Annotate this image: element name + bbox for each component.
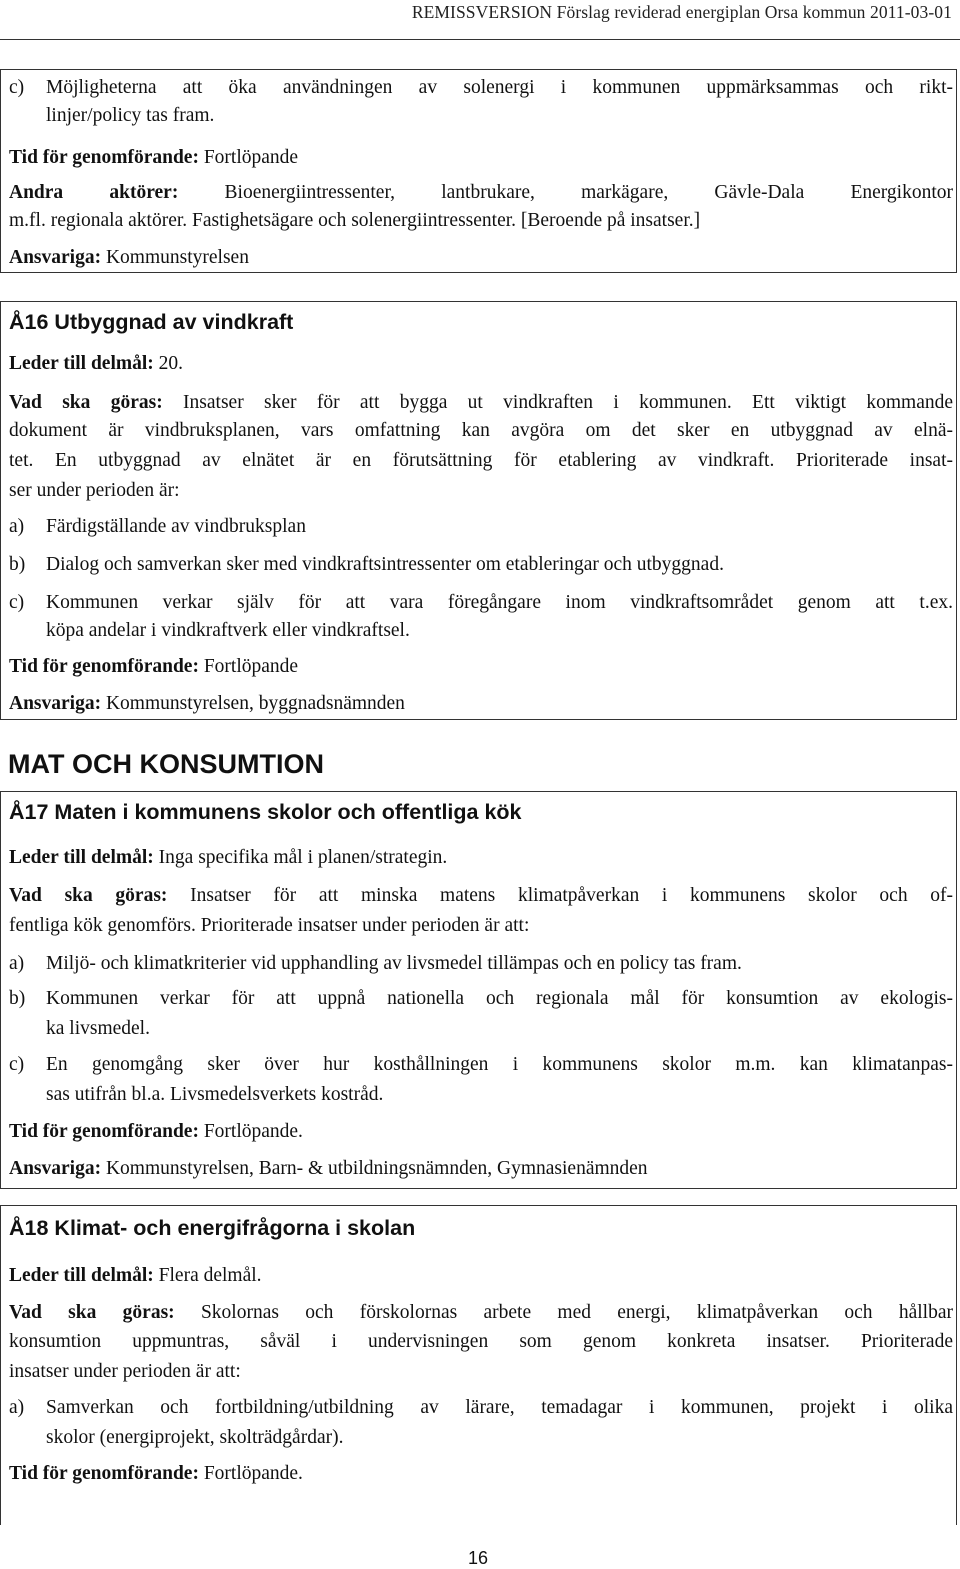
tid-label: Tid för genomförande: — [9, 1121, 199, 1142]
tid-label: Tid för genomförande: — [9, 656, 199, 677]
item-a-line1: Samverkan och fortbildning/utbildning av lärare, temadagar i kommunen, projekt i olika — [46, 1397, 953, 1418]
leder-label: Leder till delmål: — [9, 847, 154, 868]
vad-label: Vad ska göras: — [9, 392, 163, 413]
andra-line2: m.fl. regionala aktörer. Fastighetsägare och solenergiintressenter. [Beroende på insatser.] — [9, 210, 701, 231]
item-c-line1: Kommunen verkar själv för att vara föregångare inom vindkraftsområdet genom att t.ex. — [46, 592, 953, 613]
vad-line1: Insatser sker för att bygga ut vindkraften i kommunen. Ett viktigt kommande — [183, 392, 954, 413]
a16-title: Å16 Utbyggnad av vindkraft — [9, 310, 294, 334]
leder-row — [9, 846, 447, 870]
ansv-row — [9, 1157, 648, 1181]
ansv-value: Kommunstyrelsen, Barn- & utbildningsnämnden, Gymnasienämnden — [105, 1158, 648, 1179]
item-c-line2: köpa andelar i vindkraftverk eller vindkraftsel. — [46, 620, 410, 641]
vad-row — [9, 884, 953, 908]
leder-label: Leder till delmål: — [9, 353, 154, 374]
item-a-text: Miljö- och klimatkriterier vid upphandling av livsmedel tillämpas och en policy tas fram. — [46, 953, 742, 974]
andra-label: Andra aktörer: — [9, 182, 179, 203]
item-c-marker: c) — [9, 592, 25, 613]
leder-value: 20. — [158, 353, 184, 374]
vad-line2: fentliga kök genomförs. Prioriterade insatser under perioden är att: — [9, 915, 530, 936]
ansv-label: Ansvariga: — [9, 247, 102, 268]
item-b-line1: Kommunen verkar för att uppnå nationella och regionala mål för konsumtion av ekologis- — [46, 988, 953, 1009]
leder-row — [9, 352, 183, 376]
ansv-row — [9, 246, 249, 270]
a18-title: Å18 Klimat- och energifrågorna i skolan — [9, 1216, 416, 1240]
leder-value: Inga specifika mål i planen/strategin. — [158, 847, 448, 868]
andra-row — [9, 181, 953, 205]
box-a17 — [0, 791, 957, 1189]
ansv-row — [9, 692, 405, 716]
tid-label: Tid för genomförande: — [9, 147, 199, 168]
item-a-line2: skolor (energiprojekt, skolträdgårdar). — [46, 1427, 344, 1448]
item-c-line2: linjer/policy tas fram. — [46, 105, 215, 126]
leder-row — [9, 1264, 262, 1288]
box-a16 — [0, 301, 957, 720]
tid-value: Fortlöpande — [203, 656, 299, 677]
vad-row — [9, 391, 953, 415]
item-b-text: Dialog och samverkan sker med vindkraftsintressenter om etableringar och utbyggnad. — [46, 554, 724, 575]
box-a18 — [0, 1205, 957, 1525]
page-number: 16 — [468, 1548, 489, 1568]
ansv-value: Kommunstyrelsen — [105, 247, 249, 268]
andra-line1: Bioenergiintressenter, lantbrukare, markägare, Gävle-Dala Energikontor — [224, 182, 954, 203]
vad-label: Vad ska göras: — [9, 1302, 175, 1323]
a17-title: Å17 Maten i kommunens skolor och offentliga kök — [9, 800, 522, 824]
tid-value: Fortlöpande. — [203, 1121, 303, 1142]
leder-value: Flera delmål. — [158, 1265, 262, 1286]
vad-line2: dokument är vindbruksplanen, vars omfattning kan avgöra om det sker en utbyggnad av elnä- — [9, 420, 953, 441]
item-b-marker: b) — [9, 554, 26, 575]
item-c-line1: En genomgång sker över hur kosthållningen i kommunens skolor m.m. kan klimatanpas- — [46, 1054, 953, 1075]
item-marker: c) — [9, 77, 25, 98]
item-a-marker: a) — [9, 516, 25, 537]
tid-value: Fortlöpande — [203, 147, 299, 168]
tid-label: Tid för genomförande: — [9, 1463, 199, 1484]
vad-row — [9, 1301, 953, 1325]
item-c-line2: sas utifrån bl.a. Livsmedelsverkets kostråd. — [46, 1084, 384, 1105]
leder-label: Leder till delmål: — [9, 1265, 154, 1286]
ansv-label: Ansvariga: — [9, 693, 102, 714]
item-b-marker: b) — [9, 988, 26, 1009]
ansv-value: Kommunstyrelsen, byggnadsnämnden — [105, 693, 405, 714]
item-a-marker: a) — [9, 1397, 25, 1418]
box-solenergi-continued — [0, 69, 957, 273]
vad-line1: Insatser för att minska matens klimatpåverkan i kommunens skolor och of- — [190, 885, 954, 906]
tid-row — [9, 1462, 303, 1486]
vad-line1: Skolornas och förskolornas arbete med energi, klimatpåverkan och hållbar — [200, 1302, 953, 1323]
item-a-text: Färdigställande av vindbruksplan — [46, 516, 306, 537]
section-title: MAT OCH KONSUMTION — [8, 749, 324, 779]
item-b-line2: ka livsmedel. — [46, 1018, 150, 1039]
item-c — [9, 76, 24, 100]
header-rule — [0, 39, 960, 40]
ansv-label: Ansvariga: — [9, 1158, 102, 1179]
vad-line3: insatser under perioden är att: — [9, 1361, 241, 1382]
item-c-marker: c) — [9, 1054, 25, 1075]
item-c-line1: Möjligheterna att öka användningen av solenergi i kommunen uppmärksammas och rikt- — [46, 77, 953, 98]
tid-row — [9, 1120, 303, 1144]
vad-label: Vad ska göras: — [9, 885, 168, 906]
vad-line3: tet. En utbyggnad av elnätet är en förutsättning för etablering av vindkraft. Prioriterade insat- — [9, 450, 953, 471]
vad-line4: ser under perioden är: — [9, 480, 180, 501]
tid-row — [9, 655, 298, 679]
tid-row — [9, 146, 298, 170]
running-header: REMISSVERSION Förslag reviderad energiplan Orsa kommun 2011-03-01 — [411, 2, 952, 22]
tid-value: Fortlöpande. — [203, 1463, 303, 1484]
vad-line2: konsumtion uppmuntras, såväl i undervisningen som genom konkreta insatser. Prioriterade — [9, 1331, 953, 1352]
item-a-marker: a) — [9, 953, 25, 974]
